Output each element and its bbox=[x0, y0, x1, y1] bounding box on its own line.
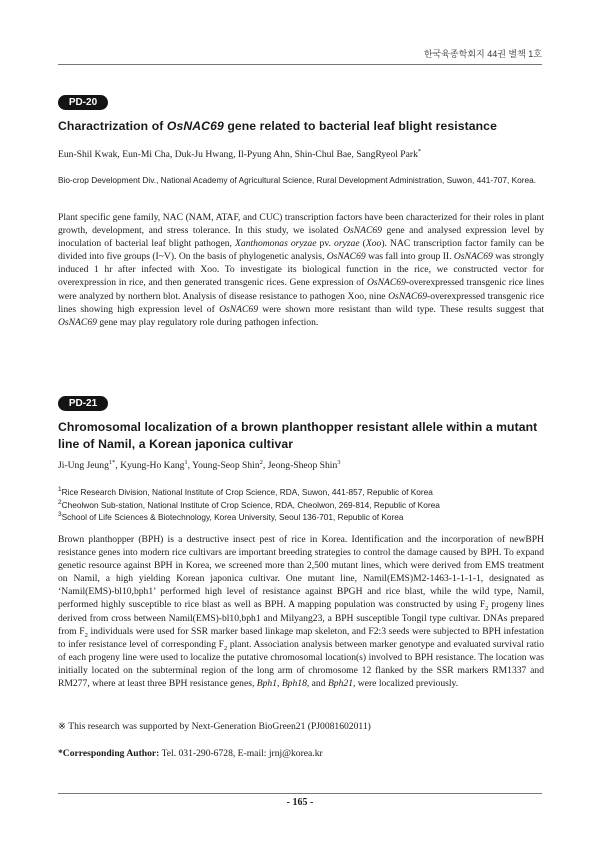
pd20-title: Charactrization of OsNAC69 gene related to bacterial leaf blight resistance bbox=[58, 119, 497, 133]
pd20-badge: PD-20 bbox=[58, 95, 108, 110]
affiliation-item: $^1$Rice Research Division, National Institute of Crop Science, RDA, Suwon, 441-857, Republic of Korea bbox=[58, 486, 433, 497]
journal-header: 한국육종학회지 44권 별책 1호 bbox=[423, 49, 542, 59]
pd21-authors: Ji-Ung Jeung$^{1*}$, Kyung-Ho Kang$^1$, Young-Seop Shin$^2$, Jeong-Sheop Shin$^3$ bbox=[58, 458, 341, 471]
pd21-badge: PD-21 bbox=[58, 396, 108, 411]
corresponding-author: *Corresponding Author: Tel. 031-290-6728, E-mail: jrnj@korea.kr bbox=[58, 748, 323, 759]
pd21-abstract: Brown planthopper (BPH) is a destructive insect pest of rice in Korea. Identification and the incorporation of newBPH resistance genes into modern rice cultivars are important breeding strategies to control the damage caused by BPH. To expand genetic resource against BPH in Korea, we screened more than 2,500 mutant lines, which were derived from EMS treatment on Namil, a high yielding Korean japonica cultivar. One mutant line, Namil(EMS)M2-1463-1-1-1-1, designated as ‘Namil(EMS)-bl10,bph1’ performed high level of resistance against BPGH and rice blast, while the wild type, Namil, performed highly susceptible to rice blast as well as BPH. A mapping population was constructed by using $F_2$ progeny lines derived from cross between Namil(EMS)-bl10,bph1 and Milyang23, a BPH susceptible Tongil type cultivar. DNAs prepared from $F_2$ individuals were used for SSR marker based linkage map skeleton, and F2:3 seeds were subjected to BPH infestation to infer resistance level of corresponding $F_2$ plant. Association analysis between marker genotype and evaluated survival ratio of each progeny line were used to localize the putative chromosomal location(s) involved to BPH resistance. The location was initially located on the subterminal region of the long arm of chromosome 12 flanked by the SSR markers RM1337 and RM277, where at least three BPH resistance genes, Bph1, Bph18, and Bph21, were localized previously. bbox=[58, 534, 545, 690]
pd20-abstract: Plant specific gene family, NAC (NAM, ATAF, and CUC) transcription factors have been characterized for their roles in plant growth, development, and stress tolerance. In this study, we isolated OsNAC69 gene and analysed expression level by inoculation of bacterial leaf blight pathogen, Xanthomonas oryzae pv. oryzae (Xoo). NAC transcription factor family can be divided into five groups (I~V). On the basis of phylogenetic analysis, OsNAC69 was fall into group II. OsNAC69 was strongly induced 1 hr after infected with Xoo. To investigate its biological function in the rice, we constructed vector for overexpression in rice, and then generated transgenic rices. Gene expression of OsNAC69-overexpressed transgenic rice lines were analyzed by northern blot. Analysis of disease resistance to pathogen Xoo, nine OsNAC69-overexpressed transgenic rice lines showing high expression level of OsNAC69 were shown more resistant than wild type. These results suggest that OsNAC69 gene may play regulatory role during pathogen infection. bbox=[58, 212, 544, 328]
pd20-authors: Eun-Shil Kwak, Eun-Mi Cha, Duk-Ju Hwang, Il-Pyung Ahn, Shin-Chul Bae, SangRyeol Park* bbox=[58, 147, 422, 160]
affiliation-item: $^3$School of Life Sciences & Biotechnology, Korea University, Seoul 136-701, Republic of Korea bbox=[58, 511, 404, 522]
pd21-title: Chromosomal localization of a brown planthopper resistant allele within a mutant line of Namil, a Korean japonica cultivar bbox=[58, 420, 538, 451]
affiliation-item: $^2$Cheolwon Sub-station, National Institute of Crop Science, RDA, Cheolwon, 269-814, Republic of Korea bbox=[58, 498, 440, 510]
footer-divider bbox=[58, 793, 542, 794]
pd21-affiliations bbox=[58, 486, 544, 524]
funding-note: ※ This research was supported by Next-Generation BioGreen21 (PJ0081602011) bbox=[58, 721, 371, 732]
pd20-affiliation: Bio-crop Development Div., National Academy of Agricultural Science, Rural Development Administration, Suwon, 441-707, Korea. bbox=[58, 175, 537, 185]
page-number: - 165 - bbox=[286, 797, 314, 808]
pd20-title-gene: OsNAC69 bbox=[166, 119, 224, 133]
header-divider bbox=[58, 64, 542, 65]
